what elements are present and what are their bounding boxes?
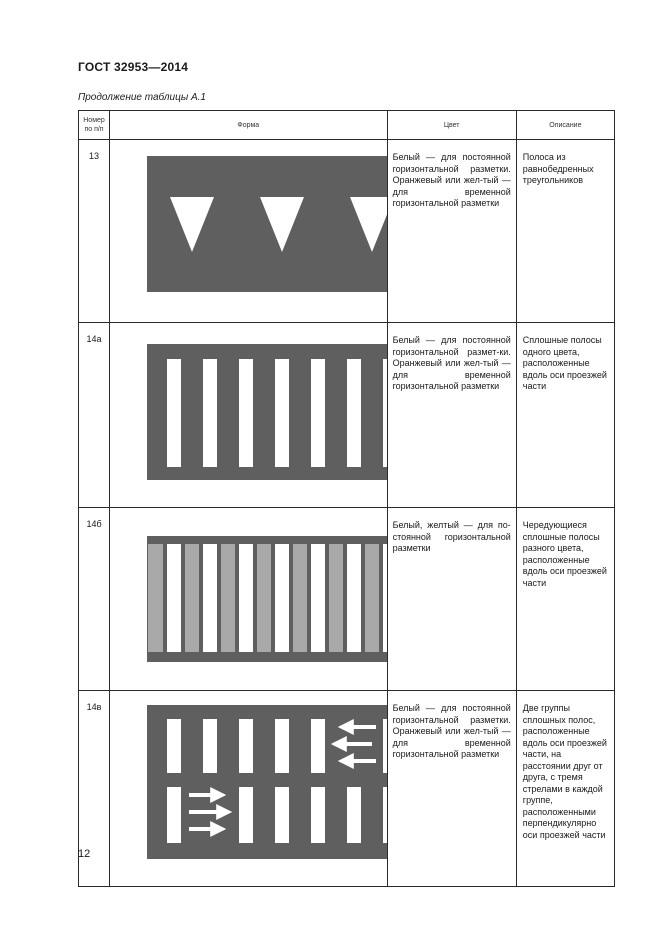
stripe-mark-second-color: [365, 544, 379, 652]
stripe-mark: [203, 719, 217, 773]
stripe-mark: [203, 544, 217, 652]
table-row: [79, 323, 615, 508]
header-color: Цвет: [387, 111, 516, 140]
stripe-mark: [311, 544, 325, 652]
color-cell: Белый, желтый — для по-стоянной горизонтальной разметки: [387, 508, 516, 691]
alternating-stripes-marking-figure: [110, 508, 387, 678]
table-row: [79, 140, 615, 323]
stripe-mark-second-color: [329, 544, 343, 652]
markings-table: [78, 110, 615, 887]
stripe-mark-second-color: [257, 544, 271, 652]
header-number: Номер по п/п: [79, 111, 110, 140]
header-description: Описание: [516, 111, 614, 140]
header-form: Форма: [110, 111, 388, 140]
form-drawing-cell: [110, 691, 388, 887]
form-drawing-cell: [110, 323, 388, 508]
page-number: 12: [78, 848, 91, 860]
stripe-mark: [311, 359, 325, 467]
stripe-mark: [239, 544, 253, 652]
form-drawing-cell: [110, 140, 388, 323]
stripe-mark: [347, 359, 361, 467]
color-cell: Белый — для постоянной горизонтальной разметки. Оранжевый или жел-тый — для временной горизонтальной разметки: [387, 140, 516, 323]
row-number: 14а: [79, 323, 110, 508]
description-cell: Полоса из равнобедренных треугольников: [516, 140, 614, 323]
stripe-mark: [167, 787, 181, 843]
document-code: ГОСТ 32953—2014: [78, 60, 189, 74]
form-drawing-cell: [110, 508, 388, 691]
stripe-mark: [347, 787, 361, 843]
color-cell: Белый — для постоянной горизонтальной разметки. Оранжевый или жел-тый — для временной горизонтальной разметки: [387, 691, 516, 887]
table-header-row: [79, 111, 615, 140]
description-cell: Чередующиеся сплошные полосы разного цвета, расположенные вдоль оси проезжей части: [516, 508, 614, 691]
stripe-mark: [275, 719, 289, 773]
stripe-mark: [275, 359, 289, 467]
stripes-with-arrows-marking-figure: [110, 691, 387, 874]
table-row: [79, 691, 615, 887]
stripe-mark: [311, 787, 325, 843]
stripe-mark-second-color: [185, 544, 199, 652]
stripe-mark: [239, 359, 253, 467]
stripe-mark: [383, 544, 387, 652]
table-caption: Продолжение таблицы А.1: [78, 92, 206, 103]
stripe-mark: [347, 544, 361, 652]
stripe-mark: [167, 359, 181, 467]
stripe-mark: [239, 719, 253, 773]
triangles-marking-figure: [110, 140, 387, 310]
row-number: 14б: [79, 508, 110, 691]
stripe-mark-second-color: [293, 544, 307, 652]
row-number: 14в: [79, 691, 110, 887]
stripe-mark: [311, 719, 325, 773]
solid-stripes-marking-figure: [110, 323, 387, 495]
description-cell: Две группы сплошных полос, расположенные вдоль оси проезжей части, на расстоянии друг от друга, с тремя стрелами в каждой группе, расположенными перпендикулярно оси проезжей части: [516, 691, 614, 887]
stripe-mark: [167, 544, 181, 652]
description-cell: Сплошные полосы одного цвета, расположенные вдоль оси проезжей части: [516, 323, 614, 508]
table-row: [79, 508, 615, 691]
row-number: 13: [79, 140, 110, 323]
stripe-mark: [383, 719, 387, 773]
stripe-mark-second-color: [221, 544, 235, 652]
stripe-mark-second-color: [148, 544, 163, 652]
stripe-mark: [275, 787, 289, 843]
stripe-mark: [383, 787, 387, 843]
stripe-mark: [275, 544, 289, 652]
stripe-mark: [167, 719, 181, 773]
color-cell: Белый — для постоянной горизонтальной размет-ки. Оранжевый или жел-тый — для временной горизонтальной разметки: [387, 323, 516, 508]
stripe-mark: [203, 359, 217, 467]
stripe-mark: [239, 787, 253, 843]
stripe-mark: [383, 359, 387, 467]
